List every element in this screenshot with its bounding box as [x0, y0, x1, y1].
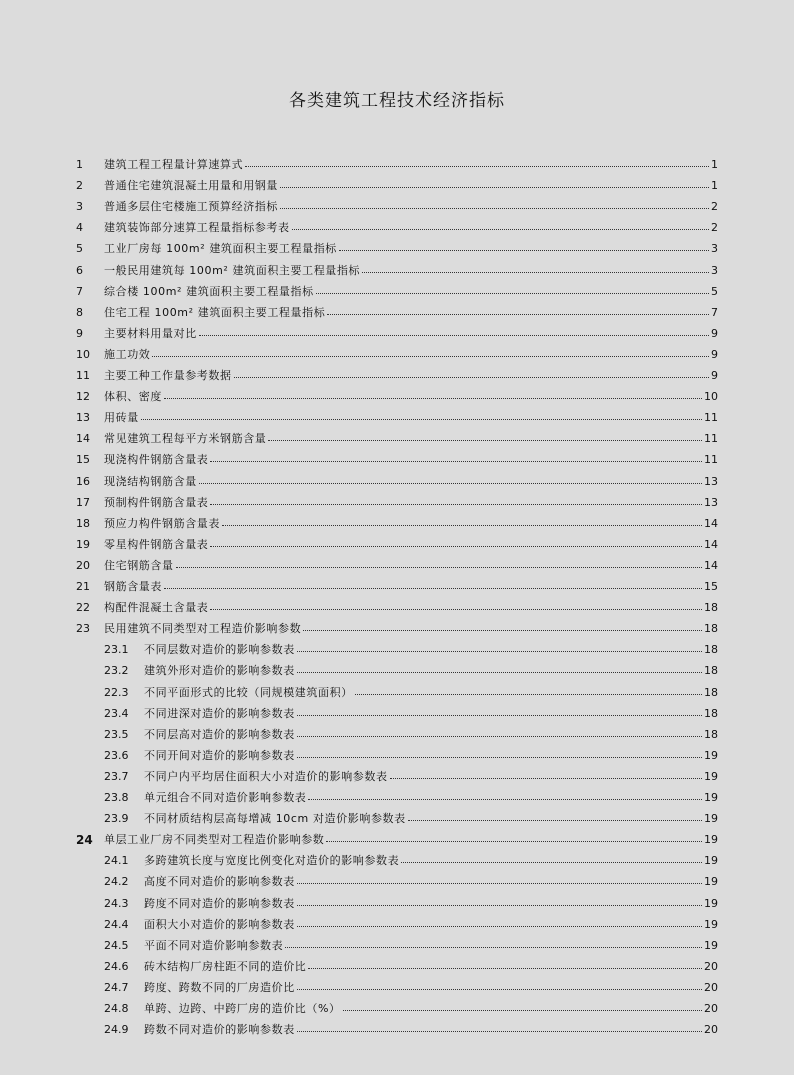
dot-leader	[326, 831, 702, 842]
dot-leader	[292, 219, 709, 230]
toc-entry-number: 11	[76, 369, 90, 382]
toc-entry-title: 普通住宅建筑混凝土用量和用钢量	[104, 179, 278, 193]
toc-page-number: 15	[704, 580, 718, 593]
toc-entry-number: 24.1	[104, 854, 129, 868]
toc-page-number: 19	[704, 791, 718, 804]
toc-subentry[interactable]	[0, 916, 794, 934]
toc-entry[interactable]	[0, 325, 794, 343]
toc-page-number: 11	[704, 432, 718, 446]
dot-leader	[343, 1000, 702, 1011]
toc-entry-number: 22.3	[104, 685, 129, 699]
toc-page-number: 18	[704, 727, 718, 741]
toc-page-number: 18	[704, 601, 718, 615]
dot-leader	[297, 726, 702, 737]
toc-entry-number: 23.5	[104, 727, 129, 741]
toc-subentry[interactable]	[0, 641, 794, 659]
dot-leader	[297, 895, 702, 906]
toc-entry-title: 面积大小对造价的影响参数表	[144, 917, 295, 931]
toc-entry-title: 住宅工程 100m² 建筑面积主要工程量指标	[104, 305, 326, 319]
toc-entry-number: 7	[76, 284, 83, 298]
toc-page-number: 10	[704, 390, 718, 404]
toc-entry[interactable]	[0, 156, 794, 174]
dot-leader	[285, 937, 702, 948]
toc-entry-title: 构配件混凝土含量表	[104, 601, 209, 615]
toc-subentry[interactable]	[0, 979, 794, 997]
dot-leader	[245, 156, 709, 167]
toc-entry-number: 23.1	[104, 643, 129, 657]
toc-entry-number: 6	[76, 263, 83, 277]
toc-page-number: 19	[704, 938, 718, 952]
toc-subentry[interactable]	[0, 662, 794, 680]
dot-leader	[327, 304, 709, 315]
toc-entry[interactable]	[0, 177, 794, 195]
toc-page-number: 9	[711, 369, 718, 382]
toc-entry-number: 24.9	[104, 1023, 129, 1037]
toc-entry[interactable]	[0, 430, 794, 448]
toc-page-number: 19	[704, 875, 718, 889]
toc-page-number: 3	[711, 242, 718, 256]
toc-page-number: 20	[704, 1023, 718, 1037]
toc-entry-number: 22	[76, 601, 90, 615]
dot-leader	[390, 768, 702, 779]
toc-page-number: 20	[704, 1002, 718, 1015]
toc-page-number: 19	[704, 917, 718, 931]
toc-entry-number: 23.7	[104, 769, 129, 783]
dot-leader	[401, 852, 702, 863]
toc-entry-title: 跨度、跨数不同的厂房造价比	[144, 980, 295, 994]
toc-entry-title: 跨数不同对造价的影响参数表	[144, 1023, 295, 1037]
toc-page-number: 9	[711, 326, 718, 340]
toc-entry[interactable]	[0, 283, 794, 301]
dot-leader	[297, 873, 702, 884]
toc-page-number: 18	[704, 706, 718, 720]
toc-entry-title: 多跨建筑长度与宽度比例变化对造价的影响参数表	[144, 854, 400, 868]
toc-entry-number: 1	[76, 158, 83, 171]
toc-entry-number: 21	[76, 580, 90, 593]
toc-entry-title: 不同材质结构层高每增减 10cm 对造价影响参数表	[144, 812, 406, 826]
toc-page-number: 19	[704, 896, 718, 910]
toc-subentry[interactable]	[0, 958, 794, 976]
toc-entry-number: 8	[76, 305, 83, 319]
toc-entry-number: 13	[76, 411, 90, 425]
toc-entry-title: 不同层数对造价的影响参数表	[144, 643, 295, 657]
toc-page-number: 19	[704, 748, 718, 762]
toc-entry-title: 建筑工程工程量计算速算式	[104, 158, 244, 171]
dot-leader	[176, 557, 702, 568]
toc-entry[interactable]	[0, 240, 794, 258]
toc-entry-number: 18	[76, 516, 90, 530]
toc-entry-number: 24.2	[104, 875, 129, 889]
toc-entry-title: 常见建筑工程每平方米钢筋含量	[104, 432, 267, 446]
toc-entry[interactable]	[0, 198, 794, 216]
toc-entry-number: 20	[76, 558, 90, 572]
toc-page-number: 14	[704, 558, 718, 572]
toc-subentry[interactable]	[0, 1000, 794, 1018]
toc-page-number: 14	[704, 537, 718, 551]
toc-entry-number: 14	[76, 432, 90, 446]
dot-leader	[308, 958, 702, 969]
dot-leader	[164, 578, 702, 589]
toc-entry-title: 跨度不同对造价的影响参数表	[144, 896, 295, 910]
toc-page-number: 7	[711, 305, 718, 319]
toc-page-number: 13	[704, 474, 718, 488]
toc-entry-title: 不同户内平均居住面积大小对造价的影响参数表	[144, 769, 388, 783]
toc-entry[interactable]	[0, 367, 794, 385]
toc-page-number: 2	[711, 221, 718, 235]
toc-page-number: 18	[704, 685, 718, 699]
toc-entry-title: 建筑装饰部分速算工程量指标参考表	[104, 221, 290, 235]
toc-entry-number: 23.9	[104, 812, 129, 826]
toc-entry-title: 不同开间对造价的影响参数表	[144, 748, 295, 762]
toc-subentry[interactable]	[0, 747, 794, 765]
dot-leader	[297, 641, 702, 652]
toc-entry-title: 不同层高对造价的影响参数表	[144, 727, 295, 741]
toc-entry[interactable]	[0, 515, 794, 533]
dot-leader	[199, 473, 702, 484]
toc-page-number: 5	[711, 284, 718, 298]
dot-leader	[152, 346, 709, 357]
toc-page-number: 18	[704, 664, 718, 678]
toc-entry-number: 17	[76, 495, 90, 509]
toc-entry[interactable]	[0, 346, 794, 364]
toc-entry-title: 普通多层住宅楼施工预算经济指标	[104, 200, 278, 214]
dot-leader	[280, 198, 709, 209]
toc-entry[interactable]	[0, 620, 794, 638]
toc-entry-title: 现浇结构钢筋含量	[104, 474, 197, 488]
toc-entry[interactable]	[0, 451, 794, 469]
page-title: 各类建筑工程技术经济指标	[289, 91, 505, 111]
toc-entry-number: 23.8	[104, 791, 129, 804]
toc-entry-title: 预应力构件钢筋含量表	[104, 516, 220, 530]
toc-subentry[interactable]	[0, 684, 794, 702]
toc-subentry[interactable]	[0, 789, 794, 807]
toc-entry-title: 不同平面形式的比较（同规模建筑面积）	[144, 685, 353, 699]
dot-leader	[297, 1021, 702, 1032]
toc-page-number: 20	[704, 959, 718, 973]
toc-entry-title: 单跨、边跨、中跨厂房的造价比（%）	[144, 1002, 341, 1015]
toc-page-number: 19	[704, 769, 718, 783]
dot-leader	[297, 662, 702, 673]
dot-leader	[210, 451, 702, 462]
toc-entry[interactable]	[0, 262, 794, 280]
toc-entry-title: 一般民用建筑每 100m² 建筑面积主要工程量指标	[104, 263, 361, 277]
toc-entry-title: 预制构件钢筋含量表	[104, 495, 209, 509]
toc-entry-title: 不同进深对造价的影响参数表	[144, 706, 295, 720]
toc-entry[interactable]	[0, 219, 794, 237]
dot-leader	[210, 494, 702, 505]
toc-entry-number: 23.2	[104, 664, 129, 678]
toc-entry[interactable]	[0, 494, 794, 512]
toc-entry-number: 24.5	[104, 938, 129, 952]
toc-subentry[interactable]	[0, 937, 794, 955]
toc-entry-title: 民用建筑不同类型对工程造价影响参数	[104, 622, 302, 636]
toc-entry[interactable]	[0, 536, 794, 554]
dot-leader	[280, 177, 709, 188]
toc-subentry[interactable]	[0, 768, 794, 786]
toc-page-number: 13	[704, 495, 718, 509]
toc-entry-title: 零星构件钢筋含量表	[104, 537, 209, 551]
toc-entry-title: 住宅钢筋含量	[104, 558, 174, 572]
toc-entry-title: 单元组合不同对造价影响参数表	[144, 791, 307, 804]
toc-entry-number: 23.6	[104, 748, 129, 762]
dot-leader	[339, 240, 709, 251]
toc-entry-title: 砖木结构厂房柱距不同的造价比	[144, 959, 307, 973]
toc-entry-number: 3	[76, 200, 83, 214]
toc-entry[interactable]	[0, 557, 794, 575]
dot-leader	[303, 620, 702, 631]
toc-entry[interactable]	[0, 831, 794, 849]
dot-leader	[362, 262, 709, 273]
toc-entry-number: 12	[76, 390, 90, 404]
toc-entry-title: 施工功效	[104, 347, 151, 361]
dot-leader	[268, 430, 702, 441]
dot-leader	[408, 810, 702, 821]
dot-leader	[297, 747, 702, 758]
toc-entry-number: 23	[76, 622, 90, 636]
toc-entry-title: 钢筋含量表	[104, 580, 162, 593]
toc-subentry[interactable]	[0, 873, 794, 891]
toc-entry-title: 工业厂房每 100m² 建筑面积主要工程量指标	[104, 242, 337, 256]
toc-entry-number: 9	[76, 326, 83, 340]
toc-entry-number: 24.8	[104, 1002, 129, 1015]
toc-page-number: 1	[711, 179, 718, 193]
toc-entry-number: 24.3	[104, 896, 129, 910]
toc-page-number: 1	[711, 158, 718, 171]
toc-entry-number: 10	[76, 347, 90, 361]
toc-entry-title: 综合楼 100m² 建筑面积主要工程量指标	[104, 284, 314, 298]
toc-entry-title: 高度不同对造价的影响参数表	[144, 875, 295, 889]
toc-entry-title: 单层工业厂房不同类型对工程造价影响参数	[104, 833, 325, 847]
toc-entry-title: 平面不同对造价影响参数表	[144, 938, 284, 952]
toc-entry-number: 24.4	[104, 917, 129, 931]
toc-page-number: 2	[711, 200, 718, 214]
toc-page-number: 19	[704, 812, 718, 826]
toc-page-number: 3	[711, 263, 718, 277]
toc-entry[interactable]	[0, 599, 794, 617]
toc-page-number: 18	[704, 622, 718, 636]
toc-entry-title: 主要材料用量对比	[104, 326, 197, 340]
toc-entry-number: 16	[76, 474, 90, 488]
dot-leader	[141, 409, 702, 420]
toc-page-number: 11	[704, 453, 718, 467]
toc-subentry[interactable]	[0, 1021, 794, 1039]
dot-leader	[297, 916, 702, 927]
toc-subentry[interactable]	[0, 705, 794, 723]
toc-entry[interactable]	[0, 473, 794, 491]
dot-leader	[210, 599, 702, 610]
dot-leader	[210, 536, 702, 547]
dot-leader	[164, 388, 702, 399]
toc-entry-number: 24.7	[104, 980, 129, 994]
dot-leader	[308, 789, 702, 800]
toc-page-number: 20	[704, 980, 718, 994]
dot-leader	[297, 705, 702, 716]
toc-entry-number: 24.6	[104, 959, 129, 973]
toc-entry-title: 体积、密度	[104, 390, 162, 404]
toc-entry-number: 19	[76, 537, 90, 551]
toc-entry-title: 现浇构件钢筋含量表	[104, 453, 209, 467]
dot-leader	[234, 367, 709, 378]
toc-subentry[interactable]	[0, 810, 794, 828]
toc-entry[interactable]	[0, 304, 794, 322]
toc-entry-number: 4	[76, 221, 83, 235]
dot-leader	[222, 515, 702, 526]
toc-page-number: 18	[704, 643, 718, 657]
toc-entry-number: 15	[76, 453, 90, 467]
toc-page-number: 14	[704, 516, 718, 530]
dot-leader	[297, 979, 702, 990]
toc-page-number: 19	[704, 854, 718, 868]
toc-entry-number: 24	[76, 833, 93, 848]
toc-entry-number: 5	[76, 242, 83, 256]
toc-entry-number: 23.4	[104, 706, 129, 720]
toc-entry[interactable]	[0, 578, 794, 596]
toc-entry-title: 建筑外形对造价的影响参数表	[144, 664, 295, 678]
dot-leader	[316, 283, 709, 294]
dot-leader	[355, 684, 702, 695]
toc-entry-title: 主要工种工作量参考数据	[104, 369, 232, 382]
toc-page-number: 19	[704, 833, 718, 847]
toc-entry-title: 用砖量	[104, 411, 139, 425]
dot-leader	[199, 325, 709, 336]
toc-page-number: 11	[704, 411, 718, 425]
toc-entry-number: 2	[76, 179, 83, 193]
toc-subentry[interactable]	[0, 852, 794, 870]
toc-subentry[interactable]	[0, 726, 794, 744]
toc-subentry[interactable]	[0, 895, 794, 913]
toc-entry[interactable]	[0, 409, 794, 427]
toc-page-number: 9	[711, 347, 718, 361]
toc-entry[interactable]	[0, 388, 794, 406]
